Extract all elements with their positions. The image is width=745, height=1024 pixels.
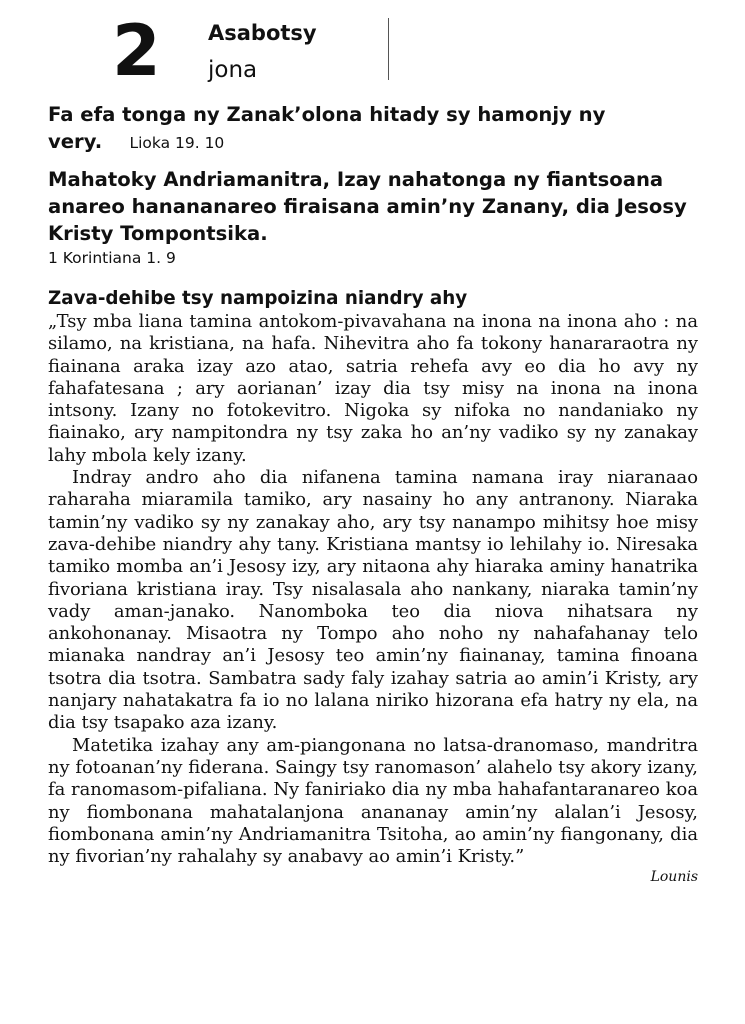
day-name: Asabotsy [208, 21, 317, 45]
doctrinal-reference: 1 Korintiana 1. 9 [48, 249, 176, 267]
watchword-text: Fa efa tonga ny Zanak’olona hitady sy hamonjy ny very. [48, 103, 606, 153]
month-name: jona [208, 57, 258, 83]
article-paragraph: Indray andro aho dia nifanena tamina namana iray niaranaao raharaha miaramila tamiko, ary nasainy ho any antranony. Niaraka tamin’ny vadiko sy ny zanakay aho, ary tsy nanampo mihitsy hoe misy zava-dehibe niandry ahy tany. Kristiana mantsy io lehilahy io. Niresaka tamiko momba an’i Jesosy izy, ary nitaona ahy hiaraka aminy hanatrika fivoriana kristiana iray. Tsy nisalasala aho nankany, niaraka tamin’ny vady aman-janako. Nanomboka teo dia niova nihatsara ny ankohonanay. Misaotra ny Tompo aho noho ny nahafahanay telo mianaka nandray an’i Jesosy teo amin’ny fiainanay, tamina finoana tsotra dia tsotra. Sambatra sady faly izahay satria ao amin’i Kristy, ary nanjary nahatakatra fa io no lalana niriko hizorana efa hatry ny ela, na dia tsy tsapako aza izany. [48, 467, 698, 734]
watchword-block [48, 101, 698, 157]
header-divider [388, 18, 389, 80]
article [48, 286, 698, 886]
doctrinal-text-block [48, 166, 698, 269]
doctrinal-text: Mahatoky Andriamanitra, Izay nahatonga ny fiantsoana anareo hanananareo firaisana amin’ny Zanany, dia Jesosy Kristy Tompontsika. [48, 168, 687, 245]
article-paragraph: „Tsy mba liana tamina antokom-pivavahana na inona na inona aho : na silamo, na kristiana, na hafa. Nihevitra aho fa tokony hanararaotra ny fiainana araka izay azo atao, satria rehefa avy eo dia ho avy ny fahafatesana ; ary aorianan’ izay dia tsy misy na inona na inona intsony. Izany no fotokevitro. Nigoka sy nifoka no nandaniako ny fiainako, ary nampitondra ny tsy zaka ho an’ny vadiko sy ny zanakay lahy mbola kely izany. [48, 311, 698, 466]
article-author: Lounis [650, 869, 698, 886]
watchword-reference: Lioka 19. 10 [129, 134, 225, 152]
article-title: Zava-dehibe tsy nampoizina niandry ahy [48, 288, 468, 309]
watchword-verse [48, 101, 698, 157]
article-paragraph: Matetika izahay any am-piangonana no latsa-dranomaso, mandritra ny fotoanan’ny fiderana. Saingy tsy ranomason’ alahelo tsy akory izany, fa ranomasom-pifaliana. Ny faniriako dia ny mba hahafantaranareo koa ny fiombonana mahatalanjona anananay amin’ny alalan’i Jesosy, fiombonana amin’ny Andriamanitra Tsitoha, ao amin’ny fiangonany, dia ny fivorian’ny rahalahy sy anabavy ao amin’i Kristy.” [48, 734, 698, 868]
day-number: 2 [112, 10, 159, 92]
